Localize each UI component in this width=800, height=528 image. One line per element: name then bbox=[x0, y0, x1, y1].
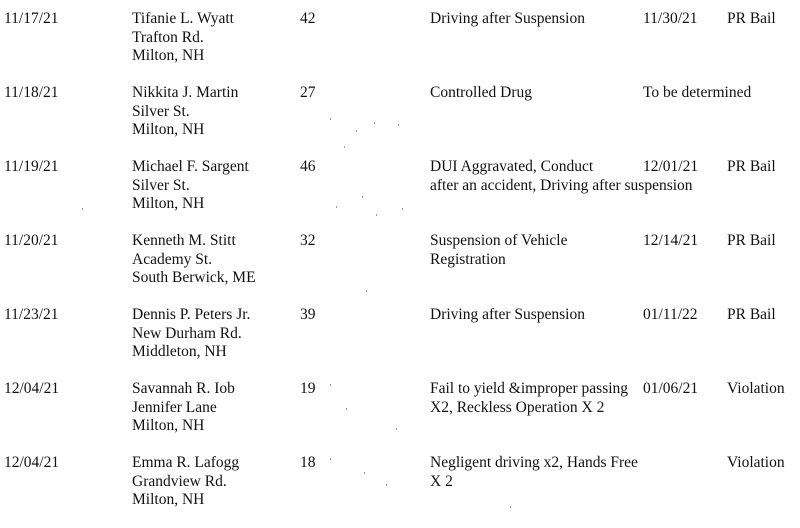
defendant-street: Silver St. bbox=[132, 176, 190, 194]
offense-line-1: DUI Aggravated, Conduct bbox=[430, 158, 594, 175]
offense-line-1: Controlled Drug bbox=[430, 84, 533, 101]
offense-line-2: X 2 bbox=[430, 472, 453, 490]
defendant-age: 27 bbox=[300, 84, 316, 101]
offense-line-2: Registration bbox=[430, 250, 506, 268]
arrest-date: 11/20/21 bbox=[4, 232, 59, 249]
arrest-record bbox=[0, 380, 800, 454]
defendant-town: Milton, NH bbox=[132, 417, 205, 434]
bail-type: Violation bbox=[727, 454, 785, 471]
offense-block bbox=[430, 10, 585, 29]
court-date: 12/01/21 bbox=[643, 158, 699, 175]
scan-speck bbox=[398, 124, 399, 126]
defendant-street: Trafton Rd. bbox=[132, 28, 204, 46]
arrest-date: 11/23/21 bbox=[4, 306, 59, 323]
defendant-block bbox=[132, 306, 250, 362]
arrest-record bbox=[0, 306, 800, 380]
defendant-name: Kenneth M. Stitt bbox=[132, 232, 236, 249]
scan-speck bbox=[330, 118, 331, 120]
defendant-name: Michael F. Sargent bbox=[132, 158, 249, 175]
defendant-town: South Berwick, ME bbox=[132, 269, 256, 286]
offense-block bbox=[430, 306, 585, 325]
defendant-block bbox=[132, 84, 238, 140]
scan-speck bbox=[330, 458, 331, 460]
bail-type: PR Bail bbox=[727, 158, 776, 175]
offense-block bbox=[430, 454, 638, 491]
offense-block bbox=[430, 232, 567, 269]
court-date: 11/30/21 bbox=[643, 10, 698, 27]
arrest-record bbox=[0, 158, 800, 232]
offense-line-1: Driving after Suspension bbox=[430, 10, 585, 27]
arrest-date: 12/04/21 bbox=[4, 380, 60, 397]
scan-speck bbox=[356, 130, 357, 132]
defendant-street: Jennifer Lane bbox=[132, 398, 217, 416]
arrest-date: 11/17/21 bbox=[4, 10, 59, 27]
defendant-street: Grandview Rd. bbox=[132, 472, 227, 490]
arrest-date: 11/19/21 bbox=[4, 158, 59, 175]
scan-speck bbox=[82, 208, 83, 210]
court-date: 01/11/22 bbox=[643, 306, 698, 323]
defendant-name: Emma R. Lafogg bbox=[132, 454, 240, 471]
defendant-town: Milton, NH bbox=[132, 121, 205, 138]
offense-line-2: X2, Reckless Operation X 2 bbox=[430, 398, 605, 416]
arrest-record bbox=[0, 232, 800, 306]
scan-speck bbox=[344, 146, 345, 148]
offense-line-1: Fail to yield &improper passing bbox=[430, 380, 629, 397]
scan-speck bbox=[346, 408, 347, 410]
scan-speck bbox=[362, 196, 363, 198]
court-date: 01/06/21 bbox=[643, 380, 699, 397]
court-date: 12/14/21 bbox=[643, 232, 699, 249]
bail-type: PR Bail bbox=[727, 10, 776, 27]
defendant-name: Dennis P. Peters Jr. bbox=[132, 306, 251, 323]
defendant-block bbox=[132, 380, 235, 436]
defendant-age: 39 bbox=[300, 306, 316, 323]
defendant-age: 32 bbox=[300, 232, 316, 249]
defendant-age: 18 bbox=[300, 454, 316, 471]
defendant-street: Silver St. bbox=[132, 102, 190, 120]
scan-speck bbox=[374, 122, 375, 124]
scan-speck bbox=[386, 484, 387, 486]
scan-speck bbox=[330, 384, 331, 386]
defendant-block bbox=[132, 10, 234, 66]
arrest-record bbox=[0, 454, 800, 528]
bail-type: PR Bail bbox=[727, 232, 776, 249]
defendant-town: Milton, NH bbox=[132, 491, 205, 508]
scan-speck bbox=[402, 208, 403, 210]
scan-speck bbox=[510, 506, 511, 508]
defendant-name: Tifanie L. Wyatt bbox=[132, 10, 234, 27]
defendant-name: Nikkita J. Martin bbox=[132, 84, 239, 101]
offense-line-1: Negligent driving x2, Hands Free bbox=[430, 454, 638, 471]
offense-block bbox=[430, 380, 628, 417]
offense-block bbox=[430, 84, 532, 103]
scan-speck bbox=[336, 206, 337, 208]
defendant-block bbox=[132, 158, 249, 214]
defendant-town: Milton, NH bbox=[132, 195, 205, 212]
arrest-date: 11/18/21 bbox=[4, 84, 59, 101]
defendant-name: Savannah R. Iob bbox=[132, 380, 235, 397]
scan-speck bbox=[376, 214, 377, 216]
defendant-block bbox=[132, 232, 256, 288]
offense-line-2: after an accident, Driving after suspension bbox=[430, 176, 693, 194]
scan-speck bbox=[366, 290, 367, 292]
defendant-town: Middleton, NH bbox=[132, 343, 227, 360]
offense-line-1: Driving after Suspension bbox=[430, 306, 585, 323]
defendant-age: 42 bbox=[300, 10, 316, 27]
arrest-record bbox=[0, 10, 800, 84]
defendant-age: 46 bbox=[300, 158, 316, 175]
scan-speck bbox=[396, 428, 397, 430]
defendant-age: 19 bbox=[300, 380, 316, 397]
court-date: To be determined bbox=[643, 84, 752, 101]
scan-speck bbox=[364, 472, 365, 474]
defendant-street: Academy St. bbox=[132, 250, 213, 268]
arrest-date: 12/04/21 bbox=[4, 454, 60, 471]
offense-line-1: Suspension of Vehicle bbox=[430, 232, 568, 249]
defendant-town: Milton, NH bbox=[132, 47, 205, 64]
arrest-record bbox=[0, 84, 800, 158]
defendant-street: New Durham Rd. bbox=[132, 324, 242, 342]
bail-type: Violation bbox=[727, 380, 785, 397]
defendant-block bbox=[132, 454, 239, 510]
bail-type: PR Bail bbox=[727, 306, 776, 323]
